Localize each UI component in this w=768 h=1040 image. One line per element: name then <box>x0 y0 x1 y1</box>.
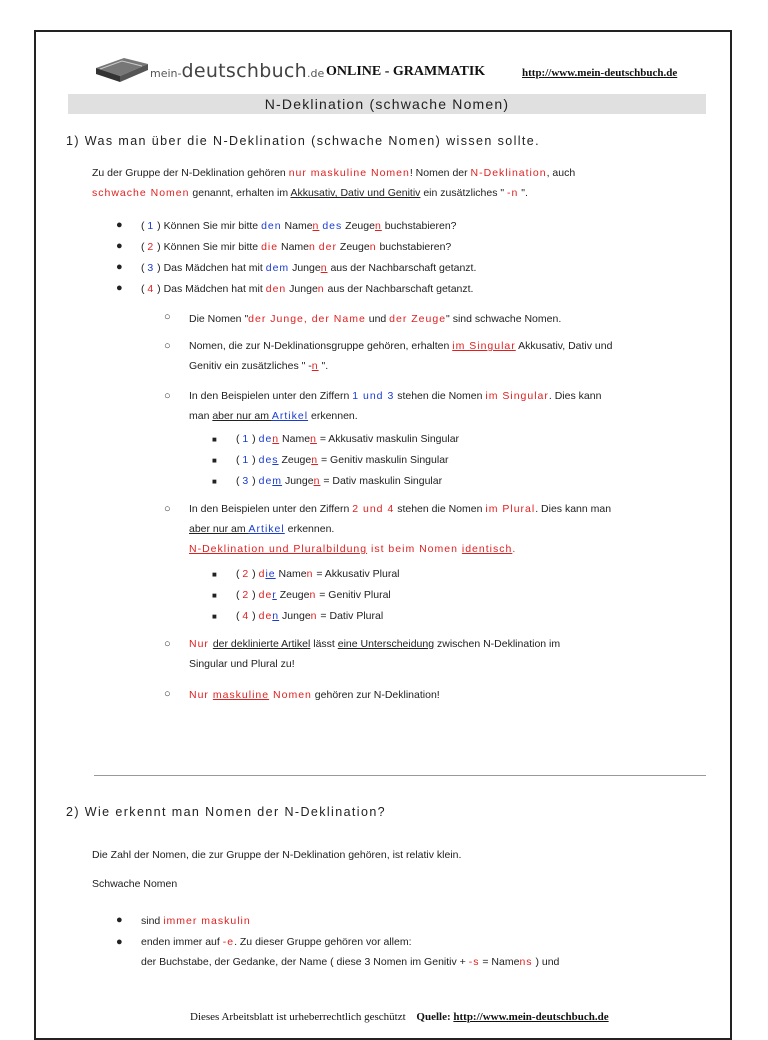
sub-highlight: der Junge, der Name <box>248 313 366 325</box>
sub-underline: eine Unterscheidung <box>337 638 435 650</box>
item-rest: = Genitiv Plural <box>316 589 391 601</box>
example-1: ( 1 ) Können Sie mir bitte den Namen des Zeugen buchstabieren? <box>141 220 457 232</box>
section2-paragraph-1: Die Zahl der Nomen, die zur Gruppe der N-Deklination gehören, ist relativ klein. <box>92 849 462 861</box>
logo-domain: .de <box>307 67 325 80</box>
example-number: 1 <box>147 220 155 232</box>
sub-highlight: identisch <box>461 543 513 555</box>
sub-text: zwischen N-Deklination im <box>434 638 561 650</box>
item-noun: Junge <box>279 610 311 622</box>
bullet-dot: ● <box>116 936 123 948</box>
circle-bullet: ○ <box>164 503 171 515</box>
bullet-text: = Name <box>479 956 520 968</box>
logo-prefix: mein- <box>150 67 182 80</box>
sub-note-5 <box>189 634 709 674</box>
square-bullet: ■ <box>212 435 217 444</box>
section-divider <box>94 775 706 776</box>
example-article: der <box>318 241 337 253</box>
item-noun-ending: n <box>313 475 321 487</box>
sub-text: In den Beispielen unter den Ziffern <box>189 503 353 515</box>
sub-highlight: Nur <box>189 638 213 650</box>
sub-highlight: der Zeuge <box>389 313 447 325</box>
item-number: 1 <box>242 433 250 445</box>
item-noun-ending: n <box>309 589 317 601</box>
sub-highlight: N-Deklination und Pluralbildung <box>189 543 368 555</box>
item-article: de <box>258 589 273 601</box>
example-article: dem <box>265 262 290 274</box>
sub-highlight: maskuline <box>212 689 270 701</box>
plural-item-3: ( 4 ) den Jungen = Dativ Plural <box>236 610 384 622</box>
sub-highlight-article: Artikel <box>248 523 285 535</box>
item-article-ending: n <box>272 610 280 622</box>
example-article: des <box>322 220 343 232</box>
header-title: ONLINE - GRAMMATIK <box>326 64 486 79</box>
example-noun: Zeuge <box>342 220 375 232</box>
circle-bullet: ○ <box>164 311 171 323</box>
example-noun: Zeuge <box>336 241 370 253</box>
logo-main: deutschbuch <box>181 60 308 82</box>
sub-text: gehören zur N-Deklination! <box>311 689 440 701</box>
example-text: ) Das Mädchen hat mit <box>154 283 266 295</box>
sub-note-2 <box>189 336 709 376</box>
square-bullet: ■ <box>212 456 217 465</box>
sub-text: lässt <box>310 638 338 650</box>
example-4: ( 4 ) Das Mädchen hat mit den Jungen aus der Nachbarschaft getanzt. <box>141 283 474 295</box>
sub-text: . <box>512 543 517 555</box>
bullet-text: sind <box>141 915 164 927</box>
sub-highlight: Nomen <box>269 689 312 701</box>
example-ending: n <box>309 241 316 253</box>
bullet-dot: ● <box>116 914 123 926</box>
sub-ending: n <box>311 360 319 372</box>
intro-text-k: ". <box>518 187 528 199</box>
example-noun: Name <box>278 241 310 253</box>
item-article-ending: ie <box>265 568 276 580</box>
intro-text-a: Zu der Gruppe der N-Deklination gehören <box>92 167 289 179</box>
item-noun: Junge <box>282 475 314 487</box>
singular-item-1: ( 1 ) den Namen = Akkusativ maskulin Singular <box>236 433 460 445</box>
intro-text-e: , auch <box>546 167 576 179</box>
item-number: 3 <box>242 475 250 487</box>
sub-text: Singular und Plural zu! <box>189 658 295 670</box>
bullet-dot: ● <box>116 282 123 294</box>
sub-highlight: ist beim Nomen <box>367 543 462 555</box>
bullet-dot: ● <box>116 261 123 273</box>
example-ending: n <box>374 220 382 232</box>
item-number: 4 <box>242 610 250 622</box>
sub-highlight: im Singular <box>452 340 516 352</box>
item-noun-ending: n <box>310 433 317 445</box>
item-noun-ending: n <box>311 454 319 466</box>
sub-text: und <box>365 313 390 325</box>
example-noun: Junge <box>286 283 318 295</box>
page-title: N-Deklination (schwache Nomen) <box>68 94 706 114</box>
item-rest: = Dativ Plural <box>317 610 384 622</box>
item-article-ending: s <box>272 454 279 466</box>
sub-text: Akkusativ, Dativ und <box>515 340 613 352</box>
sub-note-6 <box>189 688 440 703</box>
singular-item-2: ( 1 ) des Zeugen = Genitiv maskulin Singular <box>236 454 449 466</box>
item-number: 2 <box>242 568 250 580</box>
site-logo[interactable] <box>150 60 324 82</box>
item-rest: = Akkusativ Plural <box>313 568 400 580</box>
example-number: 3 <box>147 262 155 274</box>
example-number: 2 <box>147 241 155 253</box>
sub-text: stehen die Nomen <box>394 390 486 402</box>
section2-heading: 2) Wie erkennt man Nomen der N-Deklination? <box>66 805 387 819</box>
sub-text: erkennen. <box>284 523 335 535</box>
example-article: die <box>261 241 279 253</box>
singular-item-3: ( 3 ) dem Jungen = Dativ maskulin Singular <box>236 475 443 487</box>
plural-item-2: ( 2 ) der Zeugen = Genitiv Plural <box>236 589 391 601</box>
item-article: de <box>258 475 273 487</box>
sub-text: Genitiv ein zusätzliches " - <box>189 360 312 372</box>
footer-source-link[interactable]: http://www.mein-deutschbuch.de <box>453 1011 609 1023</box>
item-article-ending: n <box>272 433 280 445</box>
intro-text-i: ein zusätzliches " <box>420 187 508 199</box>
item-noun-ending: n <box>310 610 318 622</box>
sub-text: erkennen. <box>308 410 358 422</box>
example-ending: n <box>320 262 328 274</box>
example-text: aus der Nachbarschaft getanzt. <box>324 283 474 295</box>
sub-highlight-article: Artikel <box>271 410 309 422</box>
item-article-ending: m <box>272 475 283 487</box>
item-article: de <box>258 454 273 466</box>
example-noun: Name <box>281 220 313 232</box>
intro-highlight-weak: schwache Nomen <box>92 187 190 199</box>
intro-ending-n: -n <box>507 187 519 199</box>
page-header <box>94 48 714 88</box>
sub-highlight: im Singular <box>485 390 549 402</box>
example-text: ) Können Sie mir bitte <box>154 241 262 253</box>
book-stack-logo-icon <box>94 54 150 84</box>
item-number: 2 <box>242 589 250 601</box>
item-noun: Zeuge <box>278 454 312 466</box>
sub-text: Nomen, die zur N-Deklinationsgruppe gehören, erhalten <box>189 340 453 352</box>
example-text: buchstabieren? <box>376 241 452 253</box>
section2-bullet-2 <box>141 932 711 972</box>
sub-note-3 <box>189 386 709 426</box>
sub-text: Die Nomen " <box>189 313 249 325</box>
section1-intro <box>92 163 712 203</box>
example-article: den <box>261 220 282 232</box>
example-ending: n <box>312 220 320 232</box>
circle-bullet: ○ <box>164 390 171 402</box>
sub-text: man <box>189 410 213 422</box>
square-bullet: ■ <box>212 591 217 600</box>
sub-text: " sind schwache Nomen. <box>446 313 562 325</box>
sub-text: . Dies kann man <box>535 503 612 515</box>
example-text: ) Das Mädchen hat mit <box>154 262 266 274</box>
section2-bullet-1 <box>141 914 251 929</box>
sub-text: aber nur am <box>189 523 249 535</box>
example-ending: n <box>369 241 377 253</box>
intro-highlight-masculine: nur maskuline Nomen <box>288 167 410 179</box>
intro-highlight-ndekl: N-Deklination <box>470 167 547 179</box>
bullet-highlight: ns <box>519 956 533 968</box>
section1-heading: 1) Was man über die N-Deklination (schwache Nomen) wissen sollte. <box>66 134 541 148</box>
item-article-ending: r <box>272 589 277 601</box>
sub-highlight: 1 und 3 <box>352 390 395 402</box>
item-rest: = Dativ maskulin Singular <box>320 475 443 487</box>
sub-text: . Dies kann <box>548 390 602 402</box>
item-noun-ending: n <box>306 568 314 580</box>
bullet-text: ) und <box>532 956 560 968</box>
item-rest: = Akkusativ maskulin Singular <box>316 433 460 445</box>
bullet-highlight: -s <box>468 956 480 968</box>
footer-source-label: Quelle: <box>416 1011 451 1023</box>
example-article: den <box>265 283 287 295</box>
intro-cases: Akkusativ, Dativ und Genitiv <box>290 187 421 199</box>
circle-bullet: ○ <box>164 340 171 352</box>
bullet-text: . Zu dieser Gruppe gehören vor allem: <box>234 936 412 948</box>
item-noun: Name <box>275 568 307 580</box>
square-bullet: ■ <box>212 570 217 579</box>
bullet-dot: ● <box>116 240 123 252</box>
example-3: ( 3 ) Das Mädchen hat mit dem Jungen aus der Nachbarschaft getanzt. <box>141 262 477 274</box>
example-2: ( 2 ) Können Sie mir bitte die Namen der Zeugen buchstabieren? <box>141 241 452 253</box>
bullet-highlight: -e <box>222 936 235 948</box>
plural-item-1: ( 2 ) die Namen = Akkusativ Plural <box>236 568 400 580</box>
example-text: ) Können Sie mir bitte <box>154 220 262 232</box>
example-text: buchstabieren? <box>381 220 457 232</box>
item-noun: Zeuge <box>276 589 310 601</box>
header-url-link[interactable]: http://www.mein-deutschbuch.de <box>522 67 678 79</box>
sub-text: aber nur am <box>212 410 272 422</box>
item-article: de <box>258 433 273 445</box>
item-number: 1 <box>242 454 250 466</box>
circle-bullet: ○ <box>164 638 171 650</box>
circle-bullet: ○ <box>164 688 171 700</box>
intro-text-g: genannt, erhalten im <box>189 187 291 199</box>
bullet-highlight: immer maskulin <box>163 915 251 927</box>
item-noun: Name <box>279 433 311 445</box>
item-article: de <box>258 610 273 622</box>
sub-text: stehen die Nomen <box>394 503 486 515</box>
sub-text: ". <box>318 360 329 372</box>
sub-note-4 <box>189 499 711 559</box>
bullet-text: enden immer auf <box>141 936 223 948</box>
square-bullet: ■ <box>212 477 217 486</box>
bullet-dot: ● <box>116 219 123 231</box>
footer-copyright: Dieses Arbeitsblatt ist urheberrechtlich geschützt <box>190 1011 406 1023</box>
example-noun: Junge <box>289 262 321 274</box>
section2-paragraph-2: Schwache Nomen <box>92 878 178 890</box>
sub-highlight: Nur <box>189 689 213 701</box>
sub-note-1 <box>189 312 561 327</box>
item-article: d <box>258 568 266 580</box>
page-footer <box>190 1011 609 1023</box>
example-ending: n <box>317 283 325 295</box>
example-number: 4 <box>147 283 155 295</box>
intro-text-c: ! Nomen der <box>409 167 471 179</box>
sub-highlight: 2 und 4 <box>352 503 395 515</box>
item-rest: = Genitiv maskulin Singular <box>318 454 449 466</box>
sub-underline: der deklinierte Artikel <box>212 638 311 650</box>
square-bullet: ■ <box>212 612 217 621</box>
sub-text: In den Beispielen unter den Ziffern <box>189 390 353 402</box>
sub-highlight: im Plural <box>485 503 536 515</box>
example-text: aus der Nachbarschaft getanzt. <box>327 262 477 274</box>
bullet-text: der Buchstabe, der Gedanke, der Name ( diese 3 Nomen im Genitiv + <box>141 956 469 968</box>
